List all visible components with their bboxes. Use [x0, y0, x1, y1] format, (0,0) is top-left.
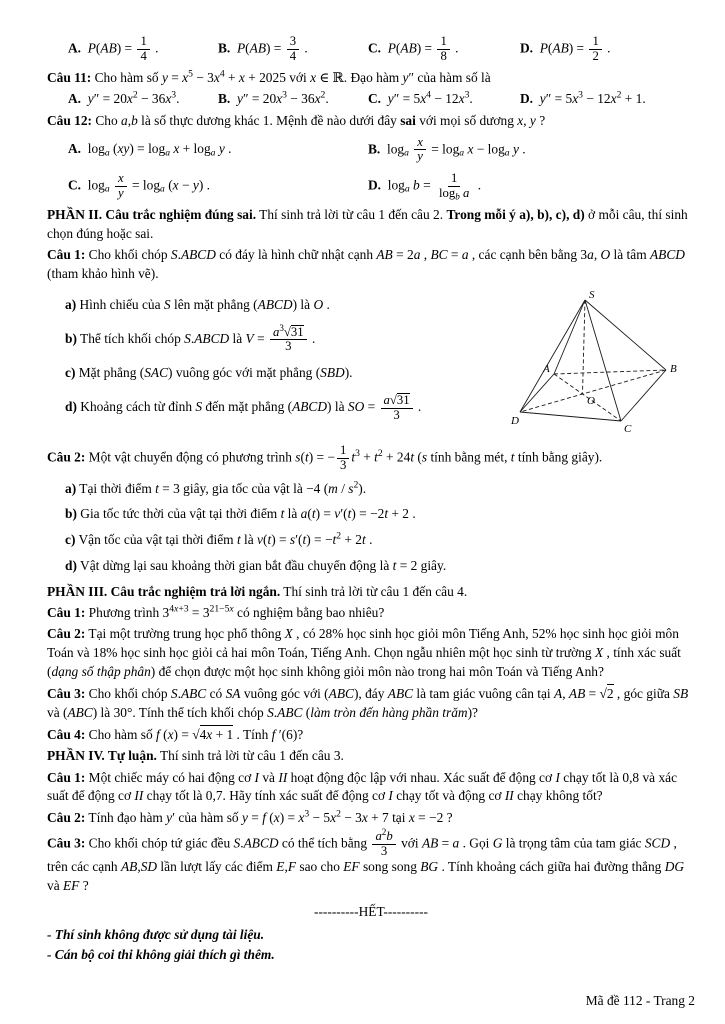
vertex-label-c: C: [624, 422, 632, 435]
vertex-label-d: D: [511, 414, 519, 427]
part2-q2-item-a: a) Tại thời điểm t = 3 giây, gia tốc của vật là −4 $(m / s^2)$.: [65, 479, 367, 496]
question-12-stem: Câu 12: Cho a,b là số thực dương khác 1. Mệnh đề nào dưới đây sai với mọi số dương x, y ?: [47, 112, 546, 128]
page-footer: Mã đề 112 - Trang 2: [585, 993, 695, 1009]
q10-option-d: D. P(AB) = $\frac{1}{2}$ .: [520, 34, 611, 63]
part2-q2-items: [47, 480, 695, 576]
part2-q2-item-d: d) Vật dừng lại sau khoảng thời gian bắt đầu chuyển động là t = 2 giây.: [65, 557, 447, 573]
q12-option-d: D. $\log_a b$ = $\frac{1}{\log_b a}$ .: [368, 171, 482, 202]
part3-q3: Câu 3: Cho khối chóp S.ABC có SA vuông góc với (ABC), đáy ABC là tam giác vuông cân tại A, AB = √ 2 , góc giữa SB và (ABC) là 30°. Tính thể tích khối chóp S.ABC (làm tròn đến hàng phần trăm)?: [47, 684, 695, 723]
part2-q2-item-b: b) Gia tốc tức thời của vật tại thời điểm t là a(t) = v′(t) = −2t + 2 .: [65, 506, 416, 522]
vertex-label-a: A: [543, 362, 550, 375]
question-11-options-row: [47, 90, 695, 109]
part2-q2-item-c: c) Vận tốc của vật tại thời điểm t là $v(t) = s'(t) = -t^2 + 2t$ .: [65, 530, 373, 548]
q11-option-a: A. $y'' = 20x^2 - 36x^3$.: [68, 89, 180, 107]
part2-q1-item-a: a) Hình chiếu của S lên mặt phẳng (ABCD) là O .: [65, 296, 330, 312]
part3-q4: Câu 4: Cho hàm số f (x) = √ 4x + 1 . Tính f ′(6)?: [47, 725, 695, 745]
question-10-options-row: [47, 33, 695, 67]
q11-option-b: B. $y'' = 20x^3 - 36x^2$.: [218, 89, 329, 107]
pyramid-figure-wrap: [510, 286, 695, 442]
question-12-options-row-ab: [47, 133, 695, 167]
q10-option-c: C. P(AB) = $\frac{1}{8}$ .: [368, 34, 459, 63]
note-no-materials: - Thí sinh không được sử dụng tài liệu.: [47, 926, 265, 942]
part4-q3: Câu 3: Cho khối chóp tứ giác đều S.ABCD có thể tích bằng $\frac{a^2b}{3}$ với AB = a . Gọi G là trọng tâm của tam giác SCD , trên các cạnh AB,SD lần lượt lấy các điểm E,F sao cho EF song song BG . Tính khoảng cách giữa hai đường thẳng DG và EF ?: [47, 826, 685, 894]
question-12-options-row-cd: [47, 169, 695, 203]
part3-header: PHẦN III. Câu trắc nghiệm trả lời ngắn. Thí sinh trả lời từ câu 1 đến câu 4.: [47, 583, 468, 599]
part2-q1-item-d: d) Khoảng cách từ đỉnh S đến mặt phẳng (ABCD) là SO = $\frac{a √ 31}{3}$ .: [47, 393, 510, 423]
q12-option-a: A. $\log_a (xy) = \log_a x + \log_a y$ .: [68, 141, 232, 159]
note-no-explanation: - Cán bộ coi thi không giải thích gì thêm.: [47, 947, 275, 963]
part2-q1-body: [47, 286, 695, 442]
part4-q2: Câu 2: Tính đạo hàm y′ của hàm số y = f $(x) = x^3 - 5x^2 - 3x + 7$ tại x = −2 ?: [47, 808, 453, 825]
part2-q1-item-b: b) Thể tích khối chóp S.ABCD là V = $\frac{a^3 √ 31}{3}$ .: [47, 325, 510, 355]
pyramid-figure: [510, 286, 685, 436]
part2-q2-stem: Câu 2: Một vật chuyển động có phương trình s(t) = − $\frac{1}{3}$ $t^3 + t^2 + 24t$ (s tính bằng mét, t tính bằng giây).: [47, 443, 603, 472]
part3-q1: Câu 1: Phương trình $3^{4x+3} = 3^{21-5x}$ có nghiệm bằng bao nhiêu?: [47, 603, 385, 620]
part4-header: PHẦN IV. Tự luận. Thí sinh trả lời từ câu 1 đến câu 3.: [47, 748, 344, 764]
part2-q1-items: [47, 286, 510, 433]
center-label-o: O: [587, 394, 595, 407]
q11-option-d: D. $y'' = 5x^3 - 12x^2 + 1$.: [520, 89, 646, 107]
part2-q1-item-c: c) Mặt phẳng (SAC) vuông góc với mặt phẳng (SBD).: [65, 365, 353, 381]
part2-q1-stem: Câu 1: Cho khối chóp S.ABCD có đáy là hình chữ nhật cạnh AB = 2a , BC = a , các cạnh bên bằng 3a, O là tâm ABCD (tham khảo hình vẽ).: [47, 246, 685, 281]
q10-option-a: A. P(AB) = $\frac{1}{4}$ .: [68, 34, 159, 63]
question-11-stem: Câu 11: Cho hàm số $y = x^5 - 3x^4 + x + 2025$ với x ∈ ℝ. Đạo hàm y″ của hàm số là: [47, 68, 491, 85]
part3-q2: Câu 2: Tại một trường trung học phổ thông X , có 28% học sinh học giỏi môn Tiếng Anh, 52% học sinh học giỏi môn Toán và 18% học sinh học giỏi cả hai môn Toán, Tiếng Anh. Chọn ngẫu nhiên một học sinh từ trường X , tính xác suất (dạng số thập phân) để chọn được một học sinh không giỏi môn nào trong hai môn Toán và Tiếng Anh?: [47, 626, 681, 679]
q11-option-c: C. $y'' = 5x^4 - 12x^3$.: [368, 89, 473, 107]
end-marker: ----------HẾT----------: [314, 903, 428, 919]
q10-option-b: B. P(AB) = $\frac{3}{4}$ .: [218, 34, 308, 63]
exam-notes: [47, 926, 695, 966]
part2-header: PHẦN II. Câu trắc nghiệm đúng sai. Thí sinh trả lời từ câu 1 đến câu 2. Trong mỗi ý a), b), c), d) ở mỗi câu, thí sinh chọn đúng hoặc sai.: [47, 206, 688, 241]
part4-q1: Câu 1: Một chiếc máy có hai động cơ I và II hoạt động độc lập với nhau. Xác suất để động cơ I chạy tốt là 0,8 và xác suất để động cơ II chạy tốt là 0,7. Hãy tính xác suất để động cơ I chạy tốt và động cơ II chạy không tốt?: [47, 769, 678, 804]
q12-option-c: C. $\log_a$ $\frac{x}{y}$ = $\log_a (x - y)$ .: [68, 171, 210, 200]
q12-option-b: B. $\log_a$ $\frac{x}{y}$ = $\log_a x - \log_a y$ .: [368, 134, 526, 164]
vertex-label-s: S: [589, 288, 595, 301]
vertex-label-b: B: [670, 362, 677, 375]
